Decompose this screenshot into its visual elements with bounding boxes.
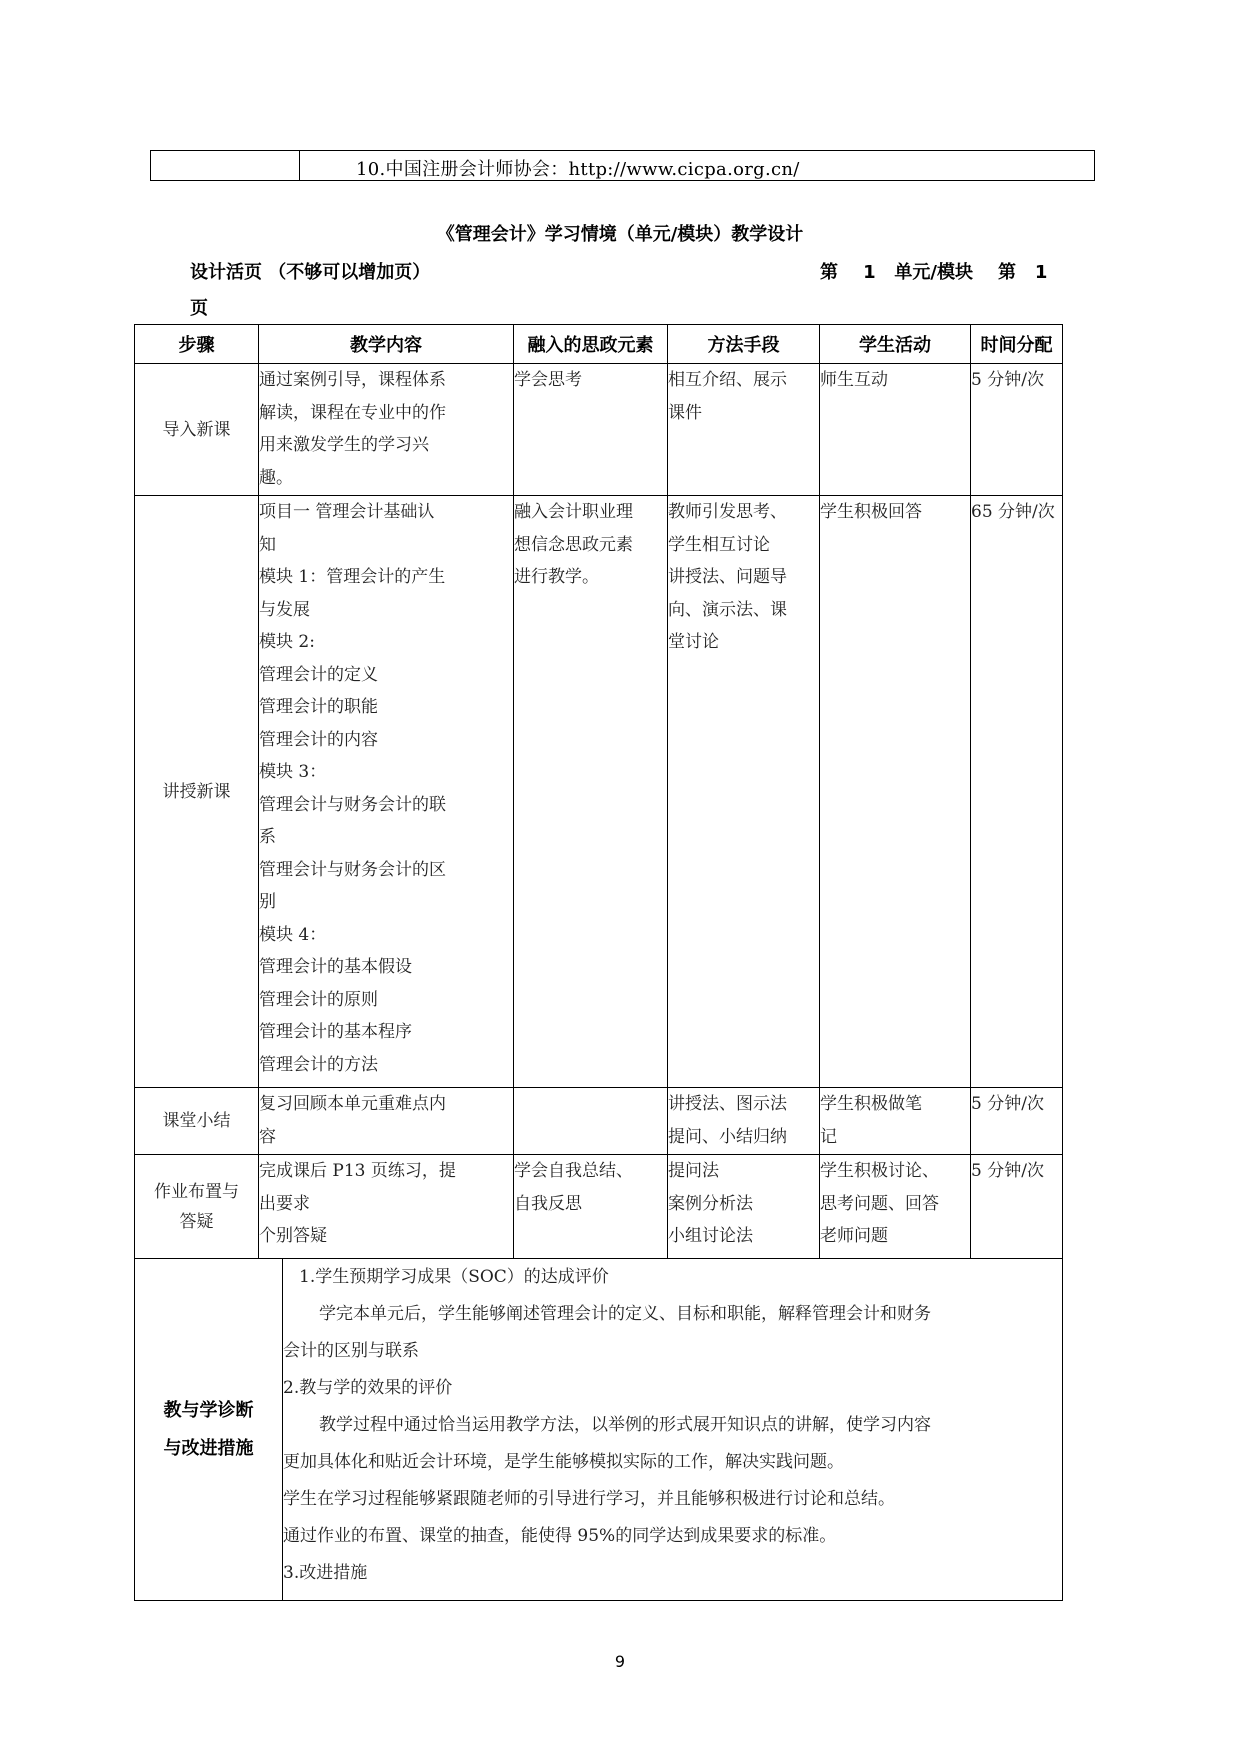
activity-cell [820, 1155, 971, 1259]
content-line: 模块 1：管理会计的产生 [259, 567, 446, 587]
eval-heading: 2.教与学的效果的评价 [283, 1378, 453, 1398]
table-header-row [135, 325, 1063, 364]
page-number: 9 [614, 1652, 626, 1671]
content-line: 管理会计的原则 [259, 989, 378, 1010]
diagnosis-content [283, 1259, 1063, 1601]
header-step: 步骤 [135, 325, 259, 364]
design-sheet-label: 设计活页 （不够可以增加页） [190, 262, 431, 283]
content-line: 管理会计与财务会计的区 [259, 859, 446, 880]
content-line: 通过案例引导，课程体系 [259, 370, 446, 390]
content-line: 项目一 管理会计基础认 [259, 502, 435, 522]
step-cell [135, 1155, 259, 1259]
activity-line: 学生积极讨论、 [820, 1161, 939, 1181]
content-cell [259, 1088, 514, 1155]
eval-heading: 3.改进措施 [283, 1563, 368, 1583]
eval-paragraph: 学生在学习过程能够紧跟随老师的引导进行学习，并且能够积极进行讨论和总结。 [283, 1489, 895, 1509]
activity-line: 思考问题、回答 [820, 1193, 939, 1214]
method-line: 课件 [668, 402, 702, 423]
method-cell [668, 1088, 820, 1155]
activity-line: 师生互动 [820, 370, 888, 390]
time-cell: 5 分钟/次 [971, 1088, 1063, 1155]
ideology-line: 学会自我总结、 [514, 1161, 633, 1181]
content-line: 用来激发学生的学习兴 [259, 435, 429, 455]
ideology-line: 自我反思 [514, 1193, 582, 1214]
method-line: 堂讨论 [668, 632, 719, 652]
content-cell [259, 1155, 514, 1259]
ideology-line: 想信念思政元素 [514, 534, 633, 555]
method-line: 讲授法、问题导 [668, 567, 787, 587]
time-cell: 5 分钟/次 [971, 1155, 1063, 1259]
page-suffix: 页 [190, 298, 208, 319]
header-time: 时间分配 [971, 325, 1063, 364]
content-line: 别 [259, 892, 276, 912]
content-line: 管理会计的方法 [259, 1054, 378, 1075]
content-line: 完成课后 P13 页练习，提 [259, 1161, 456, 1181]
content-line: 趣。 [259, 467, 293, 488]
method-line: 向、演示法、课 [668, 599, 787, 620]
header-activity: 学生活动 [820, 325, 971, 364]
method-line: 学生相互讨论 [668, 534, 770, 555]
teaching-design-table [134, 324, 1062, 1601]
ideology-line: 进行教学。 [514, 567, 599, 587]
column-divider [299, 151, 300, 180]
content-cell [259, 364, 514, 496]
content-line: 出要求 [259, 1193, 310, 1214]
content-line: 管理会计的基本程序 [259, 1022, 412, 1042]
content-line: 模块 4： [259, 924, 327, 945]
content-line: 复习回顾本单元重难点内 [259, 1094, 446, 1114]
content-line: 管理会计的内容 [259, 729, 378, 750]
reference-table-fragment [150, 150, 1095, 181]
table-row [135, 1088, 1063, 1155]
activity-cell [820, 1088, 971, 1155]
step-cell: 课堂小结 [135, 1088, 259, 1155]
diagnosis-label-line: 教与学诊断 [163, 1399, 254, 1421]
document-title: 《管理会计》学习情境（单元/模块）教学设计 [436, 224, 804, 245]
content-line: 知 [259, 534, 276, 555]
eval-paragraph: 学完本单元后，学生能够阐述管理会计的定义、目标和职能，解释管理会计和财务 [319, 1304, 931, 1324]
method-line: 讲授法、图示法 [668, 1094, 787, 1114]
content-line: 管理会计的定义 [259, 664, 378, 685]
method-cell [668, 496, 820, 1088]
header-content: 教学内容 [259, 325, 514, 364]
content-line: 管理会计的基本假设 [259, 957, 412, 977]
eval-paragraph: 通过作业的布置、课堂的抽查，能使得 95%的同学达到成果要求的标准。 [283, 1526, 837, 1546]
header-method: 方法手段 [668, 325, 820, 364]
method-line: 相互介绍、展示 [668, 370, 787, 390]
method-cell [668, 1155, 820, 1259]
table-row [135, 364, 1063, 496]
content-line: 容 [259, 1126, 276, 1147]
activity-cell [820, 364, 971, 496]
content-line: 管理会计的职能 [259, 697, 378, 717]
time-cell: 65 分钟/次 [971, 496, 1063, 1088]
content-line: 模块 3： [259, 762, 327, 782]
ideology-line: 学会思考 [514, 370, 582, 390]
activity-cell [820, 496, 971, 1088]
step-line: 答疑 [179, 1211, 214, 1232]
step-line: 作业布置与 [154, 1181, 239, 1202]
diagnosis-label [135, 1259, 283, 1601]
reference-line: 10.中国注册会计师协会：http://www.cicpa.org.cn/ [356, 159, 800, 180]
method-line: 提问法 [668, 1161, 719, 1181]
activity-line: 老师问题 [820, 1226, 888, 1246]
activity-line: 学生积极回答 [820, 502, 922, 522]
content-line: 与发展 [259, 599, 310, 620]
activity-line: 记 [820, 1126, 837, 1147]
eval-heading: 1.学生预期学习成果（SOC）的达成评价 [299, 1267, 609, 1287]
table-row [135, 1155, 1063, 1259]
ideology-cell [514, 496, 668, 1088]
diagnosis-label-line: 与改进措施 [163, 1437, 254, 1459]
ideology-cell [514, 364, 668, 496]
activity-line: 学生积极做笔 [820, 1094, 922, 1114]
method-cell [668, 364, 820, 496]
method-line: 案例分析法 [668, 1193, 753, 1214]
header-ideology: 融入的思政元素 [514, 325, 668, 364]
method-line: 提问、小结归纳 [668, 1126, 787, 1147]
eval-paragraph: 更加具体化和贴近会计环境，是学生能够模拟实际的工作，解决实践问题。 [283, 1452, 844, 1472]
content-line: 系 [259, 827, 276, 847]
ideology-cell [514, 1155, 668, 1259]
diagnosis-row [135, 1259, 1063, 1601]
content-line: 解读，课程在专业中的作 [259, 402, 446, 423]
method-line: 小组讨论法 [668, 1226, 753, 1246]
method-line: 教师引发思考、 [668, 502, 787, 522]
ideology-cell [514, 1088, 668, 1155]
step-cell: 导入新课 [135, 364, 259, 496]
table-row [135, 496, 1063, 1088]
content-line: 管理会计与财务会计的联 [259, 794, 446, 815]
content-line: 模块 2: [259, 632, 315, 652]
step-cell: 讲授新课 [135, 496, 259, 1088]
content-line: 个别答疑 [259, 1226, 327, 1246]
ideology-line: 融入会计职业理 [514, 502, 633, 522]
eval-paragraph: 会计的区别与联系 [283, 1341, 419, 1361]
time-cell: 5 分钟/次 [971, 364, 1063, 496]
content-cell [259, 496, 514, 1088]
unit-page-indicator: 第 1 单元/模块 第 1 [820, 262, 1048, 283]
eval-paragraph: 教学过程中通过恰当运用教学方法，以举例的形式展开知识点的讲解，使学习内容 [319, 1415, 931, 1435]
